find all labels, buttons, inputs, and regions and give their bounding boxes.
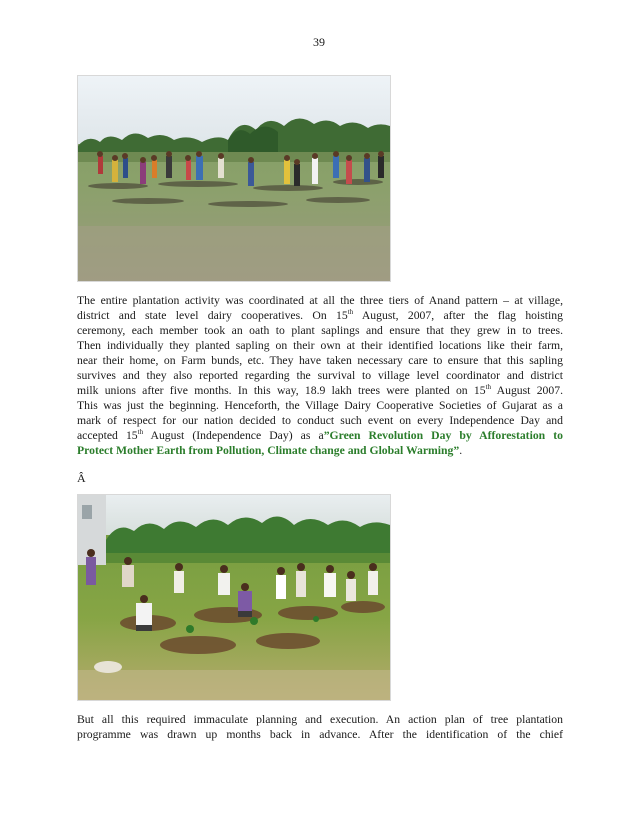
paragraph-line: But all this required immaculate planning and execution. An action plan of tree plantation bbox=[77, 713, 563, 726]
action-plan-paragraph bbox=[77, 712, 563, 742]
stray-character: Â bbox=[77, 471, 86, 485]
paragraph-line: milk unions after five months. In this way, 18.9 lakh trees were planted on 15th August 2007. bbox=[77, 383, 563, 398]
paragraph-line: programme was drawn up months back in advance. After the identification of the chief bbox=[77, 728, 563, 742]
plantation-photo-1-image bbox=[78, 76, 390, 281]
green-revolution-highlight: ”Green Revolution Day by Afforestation to bbox=[323, 429, 563, 443]
green-revolution-highlight: Protect Mother Earth from Pollution, Climate change and Global Warming” bbox=[77, 444, 460, 458]
plantation-photo-2-image bbox=[78, 495, 390, 700]
paragraph-line: This was just the beginning. Henceforth, the Village Dairy Cooperative Societies of Gujarat as a bbox=[77, 399, 563, 413]
paragraph-line: near their home, on Farm bunds, etc. They have taken necessary care to ensure that this sapling bbox=[77, 354, 563, 368]
paragraph-line: mark of respect for our nation decided to conduct such event on every Independence Day and bbox=[77, 414, 563, 428]
paragraph-line: The entire plantation activity was coordinated at all the three tiers of Anand pattern – at village, bbox=[77, 294, 563, 307]
page-number: 39 bbox=[313, 35, 325, 49]
paragraph-line: Then individually they planted sapling on their own at their identified locations like their farm, bbox=[77, 339, 563, 353]
paragraph-line: ceremony, each member took an oath to plant saplings and ensure that they grew in to trees. bbox=[77, 324, 563, 338]
plantation-paragraph bbox=[77, 293, 563, 459]
plantation-field-photo-2 bbox=[77, 494, 391, 701]
paragraph-line: survives and they also reported regarding the survival to village level coordinator and district bbox=[77, 369, 563, 383]
paragraph-line: district and state level dairy cooperatives. On 15th August, 2007, after the flag hoisting bbox=[77, 308, 563, 323]
paragraph-line: accepted 15th August (Independence Day) as a”Green Revolution Day by Afforestation to bbox=[77, 428, 563, 443]
plantation-field-photo-1 bbox=[77, 75, 391, 282]
paragraph-line: Protect Mother Earth from Pollution, Climate change and Global Warming”. bbox=[77, 444, 463, 458]
